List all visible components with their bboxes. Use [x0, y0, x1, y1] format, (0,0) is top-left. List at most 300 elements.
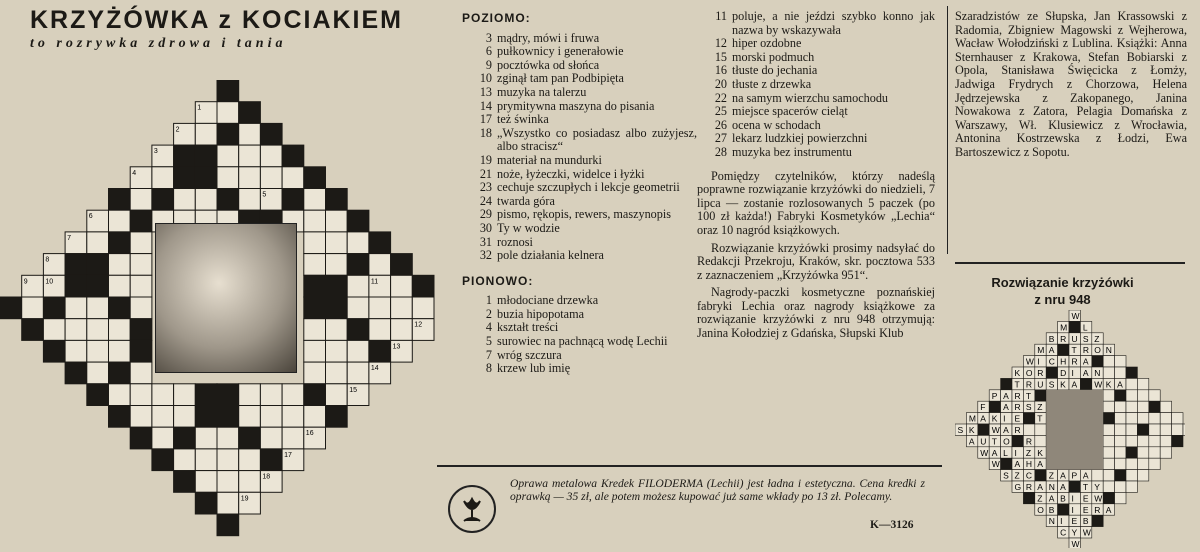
grid-cell[interactable]	[347, 362, 369, 384]
solution-cell	[1035, 424, 1046, 435]
grid-block	[87, 275, 109, 297]
solution-letter: C	[1048, 356, 1055, 367]
cell-number: 17	[284, 451, 292, 459]
grid-cell[interactable]	[217, 449, 239, 471]
solution-letter: R	[1094, 504, 1101, 515]
grid-cell[interactable]	[326, 340, 348, 362]
clue-text: krzew lub imię	[497, 361, 571, 376]
grid-cell[interactable]	[326, 319, 348, 341]
solution-letter: W	[991, 425, 1000, 435]
grid-cell[interactable]	[87, 340, 109, 362]
grid-cell[interactable]	[304, 362, 326, 384]
clue-item	[462, 335, 697, 349]
cell-number: 1	[197, 104, 202, 112]
solution-letter: O	[1003, 436, 1010, 447]
clue-text: mądry, mówi i fruwa	[497, 30, 600, 45]
solution-cell	[1160, 447, 1171, 458]
grid-cell[interactable]	[217, 471, 239, 493]
clue-text: zginął tam pan Podbipięta	[497, 71, 624, 86]
solution-letter: B	[1060, 493, 1066, 504]
solution-cell	[1103, 390, 1114, 401]
solution-letter: W	[1071, 311, 1080, 321]
grid-cell[interactable]	[87, 362, 109, 384]
grid-cell[interactable]	[326, 210, 348, 232]
down-clues-part2	[697, 10, 935, 160]
solution-cell	[1103, 470, 1114, 481]
clue-item	[462, 113, 697, 127]
grid-cell[interactable]	[65, 319, 87, 341]
grid-cell[interactable]	[109, 275, 131, 297]
advert-code: K—3126	[870, 519, 914, 531]
grid-cell[interactable]	[260, 406, 282, 428]
grid-block	[391, 254, 413, 276]
cell-number: 8	[45, 256, 50, 264]
grid-cell[interactable]	[304, 406, 326, 428]
grid-cell[interactable]	[391, 319, 413, 341]
column-divider	[947, 6, 948, 254]
grid-cell[interactable]	[109, 340, 131, 362]
clue-text: noże, łyżeczki, widelce i łyżki	[497, 166, 645, 181]
grid-cell[interactable]	[326, 254, 348, 276]
clue-text: Ty w wodzie	[497, 220, 560, 235]
grid-block	[326, 275, 348, 297]
clue-text: też świnka	[497, 112, 549, 127]
grid-cell[interactable]	[239, 406, 261, 428]
clue-number: 5	[485, 334, 492, 349]
grid-block	[239, 102, 261, 124]
grid-cell[interactable]	[87, 319, 109, 341]
solution-cell	[1103, 447, 1114, 458]
grid-block	[282, 189, 304, 211]
solution-letter: Z	[1094, 333, 1100, 344]
grid-block	[0, 297, 22, 319]
solution-letter: A	[1014, 459, 1021, 470]
grid-cell[interactable]	[326, 384, 348, 406]
grid-cell[interactable]	[152, 406, 174, 428]
solution-block	[989, 401, 1000, 412]
clue-item	[462, 86, 697, 100]
advert-text: Oprawa metalowa Kredek FILODERMA (Lechii) jest ładna i estetyczna. Cena kredki z oprawką — 35 zł, ale potem możesz kupować już same wkłady po 13 zł. Polecamy.	[510, 477, 925, 503]
grid-cell[interactable]	[282, 406, 304, 428]
clue-number: 8	[485, 361, 492, 376]
solution-block	[1137, 424, 1148, 435]
solution-letter: S	[1082, 333, 1089, 344]
solution-block	[1126, 447, 1137, 458]
clue-item	[462, 208, 697, 222]
solution-letter: A	[1003, 402, 1009, 413]
clue-number: 23	[479, 180, 492, 195]
grid-block	[217, 123, 239, 145]
solution-letter: A	[1048, 345, 1055, 356]
solution-letter: C	[1060, 527, 1067, 538]
grid-block	[195, 384, 217, 406]
clue-number: 2	[485, 306, 492, 321]
solution-letter: Z	[1025, 447, 1032, 458]
cell-number: 3	[153, 148, 158, 156]
solution-cell	[1126, 401, 1137, 412]
solution-letter: I	[1071, 493, 1074, 504]
grid-block	[43, 340, 65, 362]
solution-letter: K	[1037, 447, 1043, 458]
clue-number: 14	[479, 98, 492, 113]
solution-letter: E	[1071, 516, 1078, 527]
solution-letter: S	[957, 425, 964, 435]
solution-letter: O	[1037, 504, 1044, 515]
solution-cell	[1137, 378, 1148, 389]
solution-letter: W	[1082, 527, 1091, 538]
solution-letter: A	[1071, 379, 1078, 390]
across-clues	[462, 32, 697, 263]
clue-number: 1	[485, 293, 492, 308]
grid-cell[interactable]	[65, 340, 87, 362]
solution-grid	[955, 310, 1185, 548]
grid-block	[239, 427, 261, 449]
solution-cell	[1137, 401, 1148, 412]
clue-item	[462, 249, 697, 263]
solution-cell	[1137, 447, 1148, 458]
grid-block	[130, 319, 152, 341]
clue-number: 15	[714, 49, 727, 64]
solution-cell	[1103, 401, 1114, 412]
grid-cell[interactable]	[109, 254, 131, 276]
solution-letter: K	[968, 425, 975, 435]
solution-letter: A	[1082, 356, 1089, 367]
solution-cell	[1126, 378, 1137, 389]
solution-cell	[1115, 458, 1126, 469]
solution-cell	[1115, 367, 1126, 378]
grid-cell[interactable]	[109, 319, 131, 341]
clue-text: surowiec na pachnącą wodę Lechii	[497, 334, 668, 349]
clue-item	[462, 32, 697, 46]
clue-number: 30	[479, 220, 492, 235]
solution-letter: N	[1048, 482, 1055, 492]
grid-cell[interactable]	[326, 362, 348, 384]
solution-cell	[1149, 424, 1160, 435]
solution-letter: T	[1071, 345, 1077, 356]
solution-letter: T	[1037, 413, 1043, 424]
clue-item	[462, 45, 697, 59]
solution-letter: W	[1025, 356, 1034, 367]
grid-cell[interactable]	[304, 232, 326, 254]
grid-cell[interactable]	[130, 362, 152, 384]
grid-block	[369, 340, 391, 362]
grid-cell[interactable]	[282, 167, 304, 189]
solution-letter: P	[1071, 470, 1078, 481]
solution-letter: E	[1014, 413, 1021, 424]
grid-block	[195, 492, 217, 514]
grid-cell[interactable]	[304, 319, 326, 341]
grid-cell[interactable]	[260, 167, 282, 189]
solution-letter: M	[1060, 322, 1068, 333]
grid-block	[109, 406, 131, 428]
clue-number: 16	[714, 63, 727, 78]
solution-letter: I	[1060, 516, 1063, 527]
clue-text: miejsce spacerów cieląt	[732, 104, 848, 119]
solution-letter: A	[1003, 390, 1009, 401]
grid-cell[interactable]	[326, 232, 348, 254]
grid-cell[interactable]	[130, 275, 152, 297]
grid-cell[interactable]	[391, 297, 413, 319]
solution-cell	[1183, 424, 1185, 435]
cell-number: 16	[305, 430, 314, 438]
clue-item	[462, 349, 697, 363]
clue-number: 10	[479, 71, 492, 86]
grid-cell[interactable]	[109, 384, 131, 406]
solution-cell	[1137, 390, 1148, 401]
clue-item	[462, 321, 697, 335]
clue-text: lekarz ludzkiej powierzchni	[732, 131, 868, 146]
clue-item	[462, 59, 697, 73]
grid-cell[interactable]	[174, 406, 196, 428]
clue-item	[697, 37, 935, 51]
solution-cell	[1172, 424, 1183, 435]
solution-cell	[1137, 435, 1148, 446]
grid-block	[195, 406, 217, 428]
grid-cell[interactable]	[369, 319, 391, 341]
grid-block	[65, 254, 87, 276]
clue-item	[462, 294, 697, 308]
cell-number: 12	[414, 321, 423, 329]
grid-cell[interactable]	[152, 167, 174, 189]
grid-block	[195, 145, 217, 167]
across-column	[462, 8, 697, 376]
solution-cell	[1115, 481, 1126, 492]
grid-cell[interactable]	[239, 449, 261, 471]
winners-list: Szaradzistów ze Słupska, Jan Krassowski z Radomia, Zbigniew Magowski z Wejherowa, Wacław Wołodziński z Lublina. Książki: Anna Sternhauser z Krakowa, Stefan Bobiarski z Opola, Stanisława Święcicka z Łomży, Jadwiga Frydrych z Chorzowa, Helena Jędrzejewska z Zakopanego, Janina Nowakowa z Zatora, Pelagia Domańska z Warszawy, Wł. Klusiewicz z Wrocławia, Antonina Kostrzewska z Łodzi, Ewa Bartoszewicz z Sopotu.	[955, 9, 1187, 159]
solution-cell	[1035, 435, 1046, 446]
grid-cell[interactable]	[152, 427, 174, 449]
solution-letter: A	[1003, 425, 1009, 435]
grid-block	[195, 167, 217, 189]
clue-number: 27	[714, 131, 727, 146]
clue-number: 11	[715, 9, 727, 23]
grid-cell[interactable]	[65, 297, 87, 319]
grid-cell[interactable]	[347, 340, 369, 362]
solution-letter: N	[1048, 516, 1055, 527]
clue-text: tłuste do jechania	[732, 63, 818, 78]
solution-letter: A	[1060, 470, 1066, 481]
solution-letter: C	[1025, 470, 1033, 481]
clue-item	[697, 51, 935, 65]
grid-cell[interactable]	[412, 297, 434, 319]
grid-cell[interactable]	[239, 167, 261, 189]
grid-block	[65, 362, 87, 384]
clue-number: 19	[479, 152, 492, 167]
solution-cell	[1149, 458, 1160, 469]
grid-cell[interactable]	[304, 210, 326, 232]
grid-cell[interactable]	[217, 102, 239, 124]
solution-cell	[1160, 424, 1171, 435]
clue-text: ocena w schodach	[732, 117, 821, 132]
grid-cell[interactable]	[239, 189, 261, 211]
grid-block	[174, 145, 196, 167]
clue-item	[697, 78, 935, 92]
solution-letter: K	[1105, 379, 1112, 390]
clue-text: pocztówka od słońca	[497, 57, 600, 72]
grid-cell[interactable]	[347, 297, 369, 319]
grid-block	[22, 319, 44, 341]
clue-text: prymitywna maszyna do pisania	[497, 98, 655, 113]
solution-block	[1092, 515, 1103, 526]
solution-block	[978, 424, 989, 435]
grid-cell[interactable]	[217, 167, 239, 189]
grid-cell[interactable]	[304, 254, 326, 276]
solution-cell	[1023, 424, 1034, 435]
solution-cell	[1126, 481, 1137, 492]
grid-cell[interactable]	[195, 471, 217, 493]
clue-text: pismo, rękopis, rewers, maszynopis	[497, 207, 671, 222]
grid-cell[interactable]	[195, 123, 217, 145]
grid-cell[interactable]	[87, 297, 109, 319]
grid-cell[interactable]	[174, 384, 196, 406]
grid-cell[interactable]	[217, 427, 239, 449]
grid-cell[interactable]	[260, 145, 282, 167]
solution-block	[1035, 390, 1046, 401]
grid-cell[interactable]	[195, 449, 217, 471]
grid-cell[interactable]	[304, 340, 326, 362]
grid-cell[interactable]	[130, 297, 152, 319]
grid-block	[304, 297, 326, 319]
solution-letter: A	[1060, 482, 1066, 492]
grid-block	[109, 232, 131, 254]
grid-cell[interactable]	[195, 427, 217, 449]
submission-info: Rozwiązanie krzyżówki prosimy nadsyłać do Redakcji Przekroju, Kraków, skr. pocztowa 533 z zaznaczeniem „Krzyżówka 951“.	[697, 240, 935, 282]
clue-item	[697, 10, 935, 37]
grid-cell[interactable]	[239, 384, 261, 406]
solution-letter: H	[1025, 459, 1033, 470]
solution-letter: S	[1025, 402, 1032, 413]
grid-cell[interactable]	[369, 297, 391, 319]
clue-number: 3	[485, 30, 492, 45]
grid-cell[interactable]	[260, 384, 282, 406]
grid-cell[interactable]	[239, 471, 261, 493]
grid-cell[interactable]	[391, 275, 413, 297]
grid-cell[interactable]	[239, 145, 261, 167]
grid-block	[217, 80, 239, 102]
solution-letter: D	[1060, 368, 1067, 378]
cell-number: 15	[349, 386, 357, 394]
solution-cell	[1115, 401, 1126, 412]
grid-cell[interactable]	[195, 189, 217, 211]
grid-cell[interactable]	[217, 145, 239, 167]
solution-letter: Z	[1048, 470, 1054, 481]
clue-item	[462, 222, 697, 236]
solution-letter: W	[1094, 379, 1103, 390]
cell-number: 5	[262, 191, 267, 199]
solution-cell	[1115, 447, 1126, 458]
solution-cell	[1149, 435, 1160, 446]
grid-cell[interactable]	[369, 254, 391, 276]
clue-number: 31	[479, 234, 492, 249]
grid-cell[interactable]	[87, 232, 109, 254]
solution-letter: O	[1094, 345, 1101, 356]
grid-block	[174, 427, 196, 449]
solution-letter: M	[1037, 345, 1045, 356]
solution-letter: U	[1071, 333, 1078, 344]
solution-cell	[1092, 470, 1103, 481]
grid-block	[347, 254, 369, 276]
solution-letter: A	[1082, 470, 1089, 481]
grid-block	[174, 167, 196, 189]
grid-cell[interactable]	[174, 449, 196, 471]
clue-number: 7	[485, 347, 492, 362]
clue-text: muzyka bez instrumentu	[732, 144, 852, 159]
solution-letter: F	[980, 402, 986, 413]
solution-letter: I	[1071, 368, 1074, 378]
solution-block	[1126, 367, 1137, 378]
grid-cell[interactable]	[260, 427, 282, 449]
solution-letter: A	[1082, 368, 1089, 378]
solution-letter: W	[991, 459, 1000, 470]
grid-cell[interactable]	[304, 189, 326, 211]
grid-cell[interactable]	[130, 254, 152, 276]
solution-letter: Z	[1037, 493, 1043, 504]
grid-cell[interactable]	[347, 232, 369, 254]
solution-letter: W	[980, 447, 989, 458]
solution-letter: A	[1117, 379, 1123, 390]
solution-cell	[1160, 401, 1171, 412]
grid-cell[interactable]	[282, 384, 304, 406]
grid-cell[interactable]	[347, 275, 369, 297]
solution-block	[1012, 435, 1023, 446]
solution-cell	[1103, 424, 1114, 435]
cell-number: 18	[262, 473, 271, 481]
solution-block	[1058, 504, 1069, 515]
grid-block	[326, 189, 348, 211]
cell-number: 4	[132, 169, 137, 177]
clue-item	[462, 308, 697, 322]
solution-block	[1069, 481, 1080, 492]
solution-block	[1069, 321, 1080, 332]
grid-block	[174, 471, 196, 493]
solution-block	[1058, 344, 1069, 355]
grid-cell[interactable]	[152, 384, 174, 406]
grid-cell[interactable]	[239, 123, 261, 145]
clue-number: 20	[714, 76, 727, 91]
solution-cell	[1115, 492, 1126, 503]
cell-number: 13	[392, 343, 401, 351]
solution-block	[1023, 492, 1034, 503]
solution-cell	[1115, 424, 1126, 435]
grid-cell[interactable]	[130, 384, 152, 406]
grid-block	[130, 427, 152, 449]
grid-cell[interactable]	[174, 189, 196, 211]
clue-item	[697, 64, 935, 78]
grid-cell[interactable]	[22, 297, 44, 319]
grid-cell[interactable]	[130, 189, 152, 211]
clue-number: 12	[714, 36, 727, 51]
grid-cell[interactable]	[282, 427, 304, 449]
winners-column	[955, 10, 1187, 164]
grid-cell[interactable]	[43, 319, 65, 341]
solution-letter: L	[1082, 322, 1088, 333]
grid-block	[304, 384, 326, 406]
clue-text: hiper ozdobne	[732, 36, 802, 51]
grid-cell[interactable]	[109, 210, 131, 232]
clue-number: 32	[479, 248, 492, 263]
solution-cell	[1126, 390, 1137, 401]
clue-item	[697, 119, 935, 133]
solution-letter: K	[991, 413, 998, 424]
middle-column	[697, 10, 935, 345]
grid-cell[interactable]	[217, 492, 239, 514]
grid-cell[interactable]	[130, 406, 152, 428]
grid-cell[interactable]	[130, 232, 152, 254]
clue-item	[462, 195, 697, 209]
clue-number: 17	[479, 112, 492, 127]
clue-number: 6	[485, 44, 492, 59]
clue-number: 25	[714, 104, 727, 119]
